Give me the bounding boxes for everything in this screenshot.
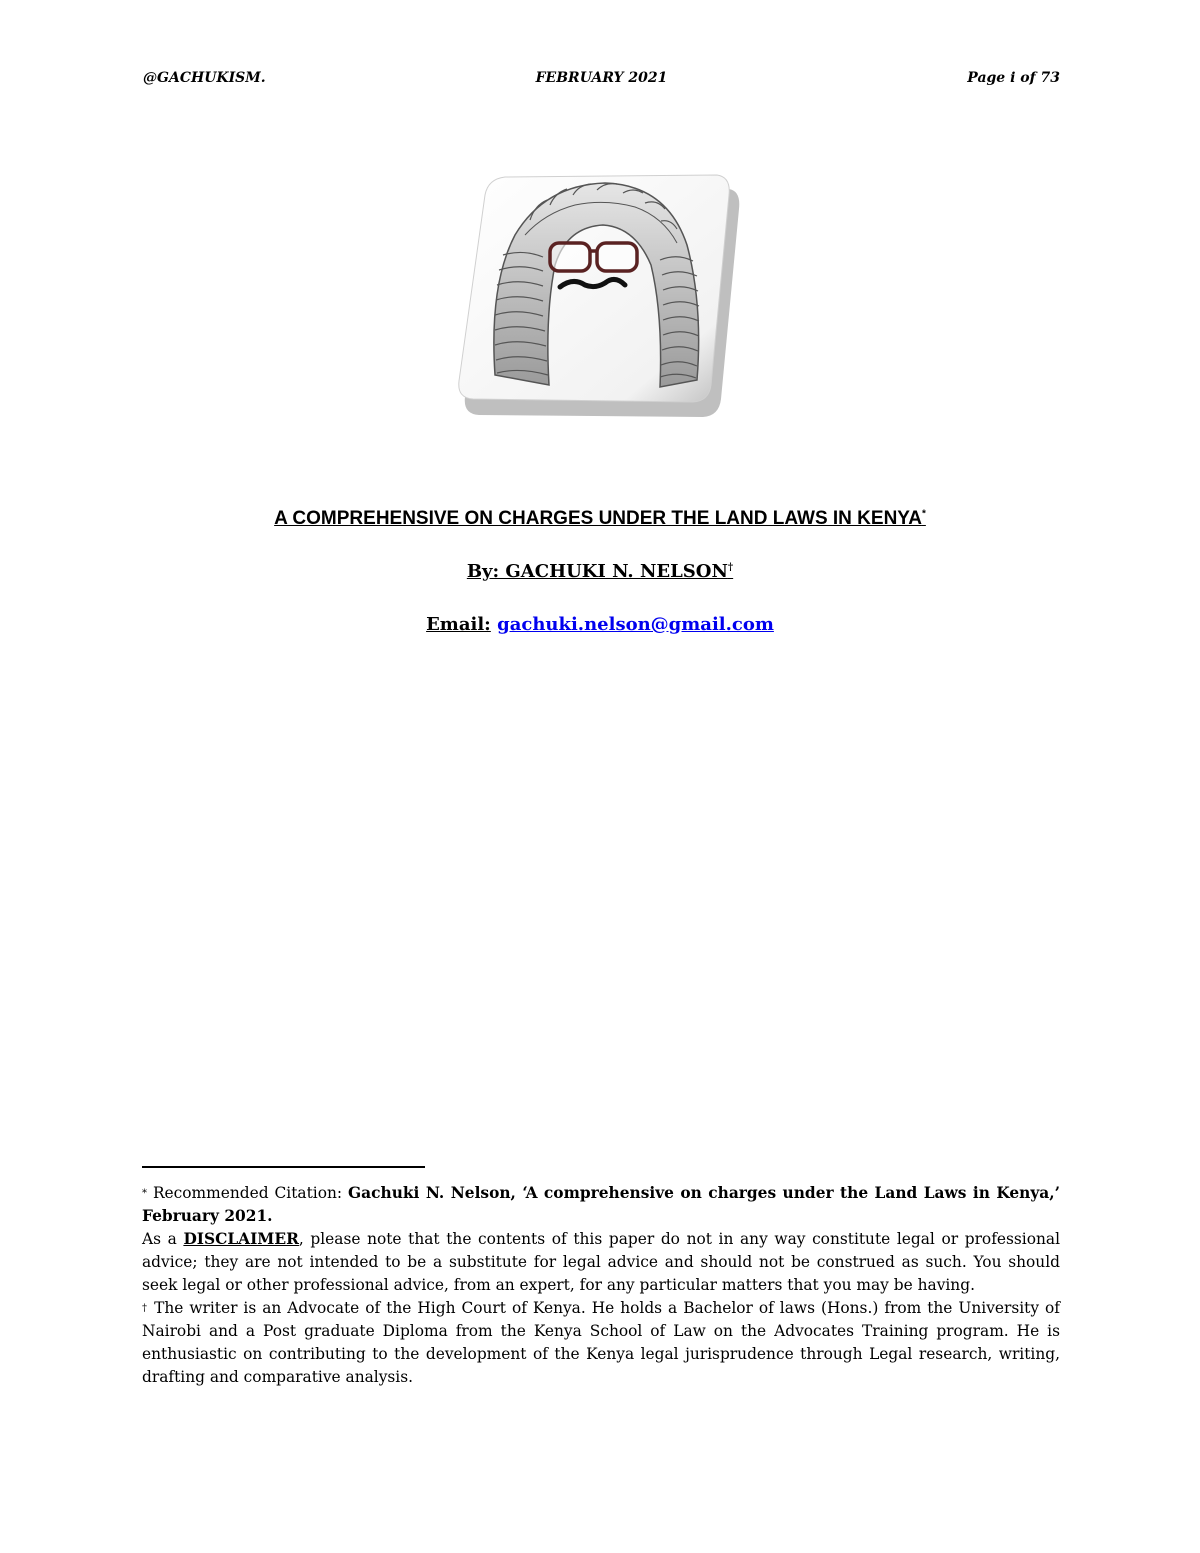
- footnote-author-bio: [142, 1297, 1060, 1389]
- author-email: [100, 614, 1100, 635]
- author-footnote-mark[interactable]: †: [727, 562, 734, 573]
- disclaimer-pre: As a: [142, 1230, 184, 1248]
- disclaimer-word: DISCLAIMER: [183, 1230, 299, 1248]
- author-bio-text: The writer is an Advocate of the High Court of Kenya. He holds a Bachelor of laws (Hons.) from the University of Nairobi and a Post graduate Diploma from the Kenya School of Law on the Advocates Training program. He is enthusiastic on contributing to the development of the Kenya legal jurisprudence through Legal research, writing, drafting and comparative analysis.: [142, 1299, 1060, 1386]
- email-label: Email:: [426, 614, 491, 635]
- footnote-2-mark: †: [142, 1303, 149, 1314]
- page-header: [143, 70, 1060, 92]
- footnote-disclaimer: [142, 1228, 1060, 1297]
- citation-intro: Recommended Citation:: [152, 1184, 349, 1202]
- author-byline: [100, 561, 1100, 582]
- title-footnote-mark[interactable]: *: [921, 508, 926, 520]
- footnote-separator: [142, 1166, 425, 1168]
- header-page-number: Page i of 73: [967, 70, 1060, 86]
- author-byline-text: By: GACHUKI N. NELSON: [466, 561, 728, 582]
- citation-text: Gachuki N. Nelson, ‘A comprehensive on charges under the Land Laws in Kenya,’ February 2021.: [142, 1184, 1060, 1225]
- judge-wig-icon: [455, 165, 740, 420]
- email-link[interactable]: gachuki.nelson@gmail.com: [497, 614, 774, 635]
- footnotes: [142, 1182, 1060, 1389]
- document-title-text: A COMPREHENSIVE ON CHARGES UNDER THE LAND LAWS IN KENYA: [274, 508, 922, 529]
- footnote-1-mark: *: [142, 1188, 147, 1199]
- document-title: [100, 508, 1100, 530]
- disclaimer-text: , please note that the contents of this paper do not in any way constitute legal or professional advice; they are not intended to be a substitute for legal advice and should not be construed as such. You should seek legal or other professional advice, from an expert, for any particular matters that you may be having.: [142, 1230, 1060, 1294]
- header-handle: @GACHUKISM.: [143, 70, 266, 86]
- footnote-citation: [142, 1182, 1060, 1228]
- header-date: FEBRUARY 2021: [535, 70, 668, 86]
